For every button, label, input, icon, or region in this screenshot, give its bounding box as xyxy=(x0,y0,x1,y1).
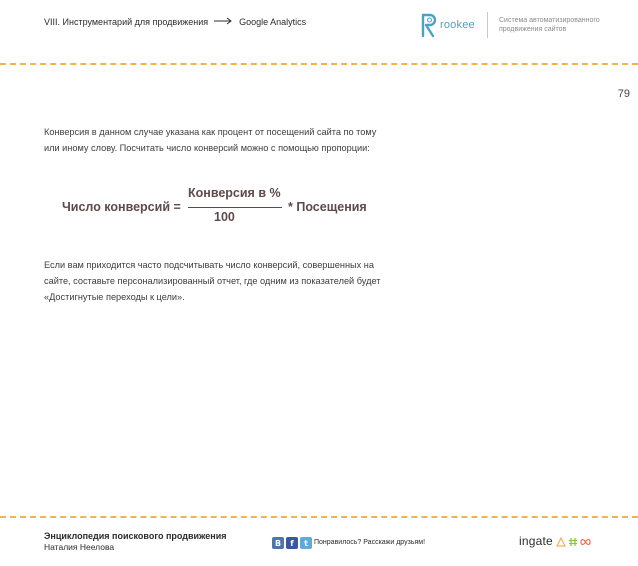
paragraph-line: или иному слову. Посчитать число конверсий можно с помощью пропорции: xyxy=(44,143,370,153)
facebook-icon[interactable]: f xyxy=(286,537,298,549)
paragraph-tip xyxy=(44,257,414,305)
social-share-buttons xyxy=(272,537,312,549)
formula-right: * Посещения xyxy=(288,200,367,214)
twitter-icon[interactable]: t xyxy=(300,537,312,549)
breadcrumb-subsection: Google Analytics xyxy=(239,17,307,27)
logo-tagline xyxy=(499,16,609,34)
header-separator xyxy=(0,63,638,65)
page-number: 79 xyxy=(617,88,630,100)
paragraph-line: сайте, составьте персонализированный отчет, где одним из показателей будет xyxy=(44,276,381,286)
breadcrumb-section: VIII. Инструментарий для продвижения xyxy=(44,17,209,27)
ingate-logo-marks xyxy=(556,537,591,547)
ingate-logo: ingate xyxy=(519,534,553,548)
paragraph-line: «Достигнутые переходы к цели». xyxy=(44,292,185,302)
tagline-line-2: продвижения сайтов xyxy=(499,26,567,33)
paragraph-line: Если вам приходится часто подсчитывать число конверсий, совершенных на xyxy=(44,260,374,270)
share-prompt: Понравилось? Расскажи друзьям! xyxy=(314,539,426,546)
infinity-icon xyxy=(580,537,591,547)
hash-icon xyxy=(568,537,578,547)
paragraph-intro xyxy=(44,124,414,156)
paragraph-line: Конверсия в данном случае указана как процент от посещений сайта по тому xyxy=(44,127,377,137)
footer-separator xyxy=(0,516,638,518)
formula-denominator: 100 xyxy=(214,210,235,224)
book-author: Наталия Неелова xyxy=(44,542,115,552)
rookee-logo-icon xyxy=(420,12,436,38)
header-divider xyxy=(487,12,488,38)
vkontakte-icon[interactable]: B xyxy=(272,537,284,549)
rookee-logo xyxy=(420,12,475,38)
formula-left: Число конверсий = xyxy=(62,200,181,214)
logo-text: rookee xyxy=(440,19,475,31)
tagline-line-1: Система автоматизированного xyxy=(499,17,600,24)
triangle-icon xyxy=(556,537,566,547)
book-title: Энциклопедия поискового продвижения xyxy=(44,531,227,541)
breadcrumb xyxy=(44,17,306,27)
formula-numerator: Конверсия в % xyxy=(188,186,281,200)
arrow-right-icon xyxy=(214,17,234,27)
fraction-bar xyxy=(188,207,282,208)
